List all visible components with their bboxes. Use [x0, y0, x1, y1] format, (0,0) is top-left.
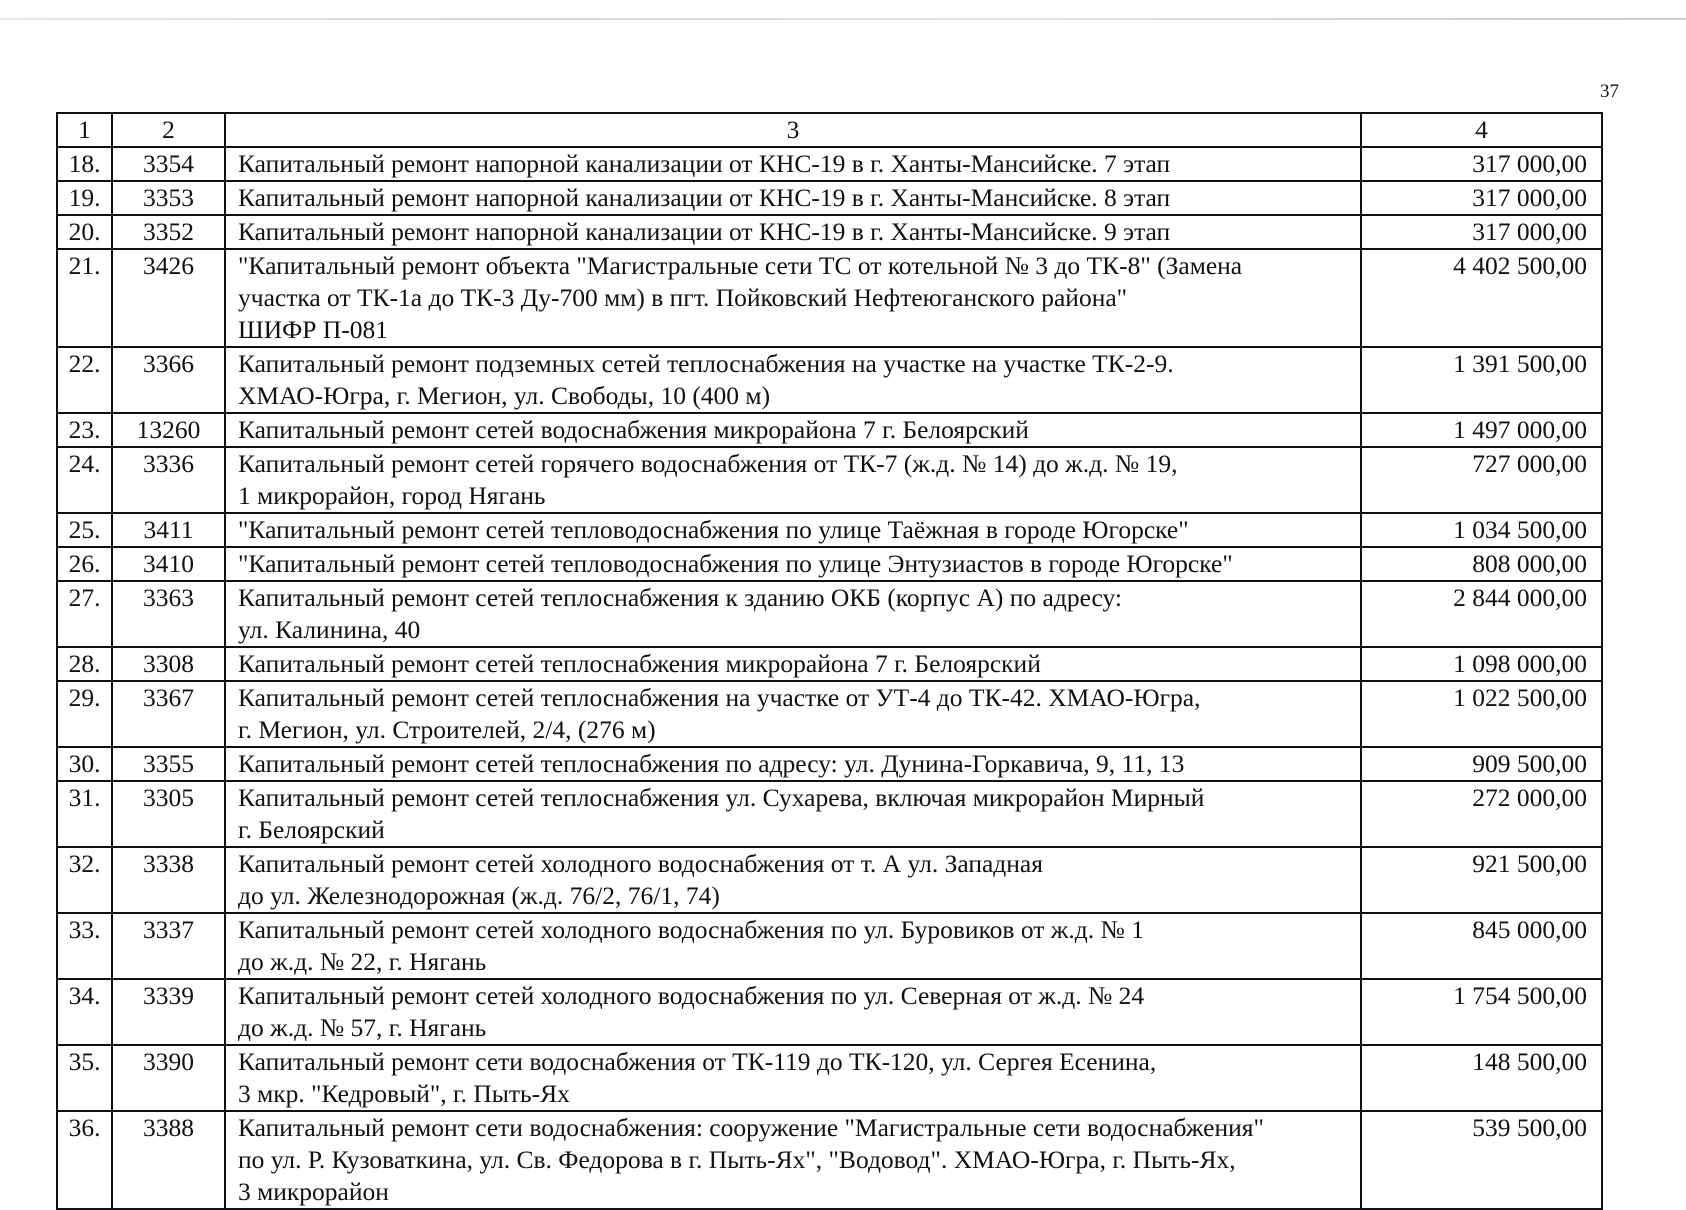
object-code: 3354 — [112, 147, 225, 181]
row-number: 31. — [57, 781, 112, 847]
object-name-line: Капитальный ремонт напорной канализации от КНС-19 в г. Ханты-Мансийске. 8 этап — [238, 183, 1171, 212]
row-number: 36. — [57, 1111, 112, 1209]
table-row — [57, 979, 1602, 1045]
object-name-line: г. Мегион, ул. Строителей, 2/4, (276 м) — [238, 715, 656, 744]
object-list-table — [56, 112, 1603, 1210]
amount: 2 844 000,00 — [1361, 581, 1602, 647]
table-row — [57, 447, 1602, 513]
page-number: 37 — [1600, 81, 1619, 102]
object-code: 3305 — [112, 781, 225, 847]
row-number: 32. — [57, 847, 112, 913]
object-code: 3352 — [112, 215, 225, 249]
object-name-line: ХМАО-Югра, г. Мегион, ул. Свободы, 10 (400 м) — [238, 381, 771, 410]
object-code: 3339 — [112, 979, 225, 1045]
object-name — [225, 447, 1361, 513]
object-name-line: 1 микрорайон, город Нягань — [238, 481, 546, 510]
object-code: 3336 — [112, 447, 225, 513]
object-code: 3366 — [112, 347, 225, 413]
row-number: 21. — [57, 249, 112, 347]
table-row — [57, 1111, 1602, 1209]
row-number: 22. — [57, 347, 112, 413]
amount: 909 500,00 — [1361, 747, 1602, 781]
amount: 808 000,00 — [1361, 547, 1602, 581]
object-code: 3388 — [112, 1111, 225, 1209]
object-name-line: "Капитальный ремонт сетей тепловодоснабжения по улице Энтузиастов в городе Югорске" — [238, 549, 1233, 578]
amount: 845 000,00 — [1361, 913, 1602, 979]
row-number: 33. — [57, 913, 112, 979]
object-name — [225, 647, 1361, 681]
object-name-line: 3 мкр. "Кедровый", г. Пыть-Ях — [238, 1079, 570, 1108]
table-row — [57, 1045, 1602, 1111]
header-col-1: 1 — [57, 113, 112, 147]
table-row — [57, 413, 1602, 447]
amount: 272 000,00 — [1361, 781, 1602, 847]
object-code: 3353 — [112, 181, 225, 215]
object-code: 3363 — [112, 581, 225, 647]
row-number: 28. — [57, 647, 112, 681]
object-name-line: Капитальный ремонт напорной канализации от КНС-19 в г. Ханты-Мансийске. 7 этап — [238, 149, 1171, 178]
amount: 539 500,00 — [1361, 1111, 1602, 1209]
object-code: 3308 — [112, 647, 225, 681]
amount: 148 500,00 — [1361, 1045, 1602, 1111]
object-code: 3337 — [112, 913, 225, 979]
object-code: 3411 — [112, 513, 225, 547]
table-header-row — [57, 113, 1602, 147]
object-name — [225, 1111, 1361, 1209]
object-name-line: Капитальный ремонт сети водоснабжения от ТК-119 до ТК-120, ул. Сергея Есенина, — [238, 1047, 1157, 1076]
amount: 317 000,00 — [1361, 181, 1602, 215]
amount: 1 754 500,00 — [1361, 979, 1602, 1045]
row-number: 35. — [57, 1045, 112, 1111]
table-row — [57, 647, 1602, 681]
object-name-line: по ул. Р. Кузоваткина, ул. Св. Федорова в г. Пыть-Ях", "Водовод". ХМАО-Югра, г. Пыть-Ях, — [238, 1145, 1236, 1174]
table-row — [57, 581, 1602, 647]
object-name — [225, 181, 1361, 215]
amount: 1 391 500,00 — [1361, 347, 1602, 413]
row-number: 23. — [57, 413, 112, 447]
table-row — [57, 513, 1602, 547]
scan-edge-line — [0, 18, 1686, 20]
object-name — [225, 513, 1361, 547]
object-name — [225, 913, 1361, 979]
table-row — [57, 347, 1602, 413]
row-number: 18. — [57, 147, 112, 181]
table-body — [57, 113, 1602, 1209]
header-col-2: 2 — [112, 113, 225, 147]
table-row — [57, 913, 1602, 979]
table-row — [57, 547, 1602, 581]
row-number: 34. — [57, 979, 112, 1045]
object-name — [225, 249, 1361, 347]
object-name-line: "Капитальный ремонт сетей тепловодоснабжения по улице Таёжная в городе Югорске" — [238, 515, 1189, 544]
row-number: 26. — [57, 547, 112, 581]
row-number: 25. — [57, 513, 112, 547]
amount: 317 000,00 — [1361, 147, 1602, 181]
object-name-line: ул. Калинина, 40 — [238, 615, 421, 644]
object-name-line: Капитальный ремонт сетей горячего водоснабжения от ТК-7 (ж.д. № 14) до ж.д. № 19, — [238, 449, 1178, 478]
row-number: 29. — [57, 681, 112, 747]
object-name — [225, 747, 1361, 781]
object-name — [225, 147, 1361, 181]
object-name-line: участка от ТК-1а до ТК-3 Ду-700 мм) в пгт. Пойковский Нефтеюганского района" — [238, 283, 1128, 312]
amount: 4 402 500,00 — [1361, 249, 1602, 347]
object-name — [225, 413, 1361, 447]
table-row — [57, 781, 1602, 847]
object-name-line: "Капитальный ремонт объекта "Магистральные сети ТС от котельной № 3 до ТК-8" (Замена — [238, 251, 1243, 280]
table-row — [57, 249, 1602, 347]
table-row — [57, 181, 1602, 215]
object-code: 3367 — [112, 681, 225, 747]
amount: 921 500,00 — [1361, 847, 1602, 913]
row-number: 19. — [57, 181, 112, 215]
object-code: 3390 — [112, 1045, 225, 1111]
object-code: 3355 — [112, 747, 225, 781]
object-name-line: Капитальный ремонт сетей теплоснабжения по адресу: ул. Дунина-Горкавича, 9, 11, 13 — [238, 749, 1185, 778]
table-row — [57, 747, 1602, 781]
object-name — [225, 347, 1361, 413]
object-name-line: Капитальный ремонт сетей холодного водоснабжения по ул. Буровиков от ж.д. № 1 — [238, 915, 1144, 944]
object-name — [225, 781, 1361, 847]
object-name — [225, 215, 1361, 249]
amount: 1 098 000,00 — [1361, 647, 1602, 681]
object-name — [225, 681, 1361, 747]
object-name-line: Капитальный ремонт сетей холодного водоснабжения от т. А ул. Западная — [238, 849, 1043, 878]
object-name — [225, 979, 1361, 1045]
object-name-line: до ж.д. № 57, г. Нягань — [238, 1013, 487, 1042]
object-name-line: Капитальный ремонт сетей теплоснабжения ул. Сухарева, включая микрорайон Мирный — [238, 783, 1205, 812]
object-name-line: Капитальный ремонт подземных сетей теплоснабжения на участке на участке ТК-2-9. — [238, 349, 1174, 378]
object-name-line: Капитальный ремонт сети водоснабжения: сооружение "Магистральные сети водоснабжения" — [238, 1113, 1264, 1142]
object-name — [225, 847, 1361, 913]
object-code: 3338 — [112, 847, 225, 913]
row-number: 27. — [57, 581, 112, 647]
object-name-line: Капитальный ремонт сетей теплоснабжения микрорайона 7 г. Белоярский — [238, 649, 1041, 678]
amount: 1 034 500,00 — [1361, 513, 1602, 547]
object-code: 3426 — [112, 249, 225, 347]
amount: 317 000,00 — [1361, 215, 1602, 249]
table-row — [57, 215, 1602, 249]
table-row — [57, 681, 1602, 747]
object-name-line: до ул. Железнодорожная (ж.д. 76/2, 76/1, 74) — [238, 881, 720, 910]
object-name-line: 3 микрорайон — [238, 1177, 389, 1206]
object-name-line: г. Белоярский — [238, 815, 385, 844]
object-name-line: ШИФР П-081 — [238, 315, 388, 344]
object-name-line: Капитальный ремонт сетей теплоснабжения на участке от УТ-4 до ТК-42. ХМАО-Югра, — [238, 683, 1201, 712]
header-col-3: 3 — [225, 113, 1361, 147]
object-name-line: Капитальный ремонт сетей водоснабжения микрорайона 7 г. Белоярский — [238, 415, 1029, 444]
table-row — [57, 147, 1602, 181]
row-number: 24. — [57, 447, 112, 513]
object-name — [225, 1045, 1361, 1111]
object-name-line: Капитальный ремонт сетей холодного водоснабжения по ул. Северная от ж.д. № 24 — [238, 981, 1145, 1010]
object-code: 3410 — [112, 547, 225, 581]
amount: 1 497 000,00 — [1361, 413, 1602, 447]
amount: 727 000,00 — [1361, 447, 1602, 513]
object-name — [225, 581, 1361, 647]
object-name-line: Капитальный ремонт напорной канализации от КНС-19 в г. Ханты-Мансийске. 9 этап — [238, 217, 1171, 246]
amount: 1 022 500,00 — [1361, 681, 1602, 747]
object-name-line: до ж.д. № 22, г. Нягань — [238, 947, 487, 976]
header-col-4: 4 — [1361, 113, 1602, 147]
object-name — [225, 547, 1361, 581]
table-row — [57, 847, 1602, 913]
object-code: 13260 — [112, 413, 225, 447]
object-name-line: Капитальный ремонт сетей теплоснабжения к зданию ОКБ (корпус А) по адресу: — [238, 583, 1123, 612]
row-number: 30. — [57, 747, 112, 781]
row-number: 20. — [57, 215, 112, 249]
